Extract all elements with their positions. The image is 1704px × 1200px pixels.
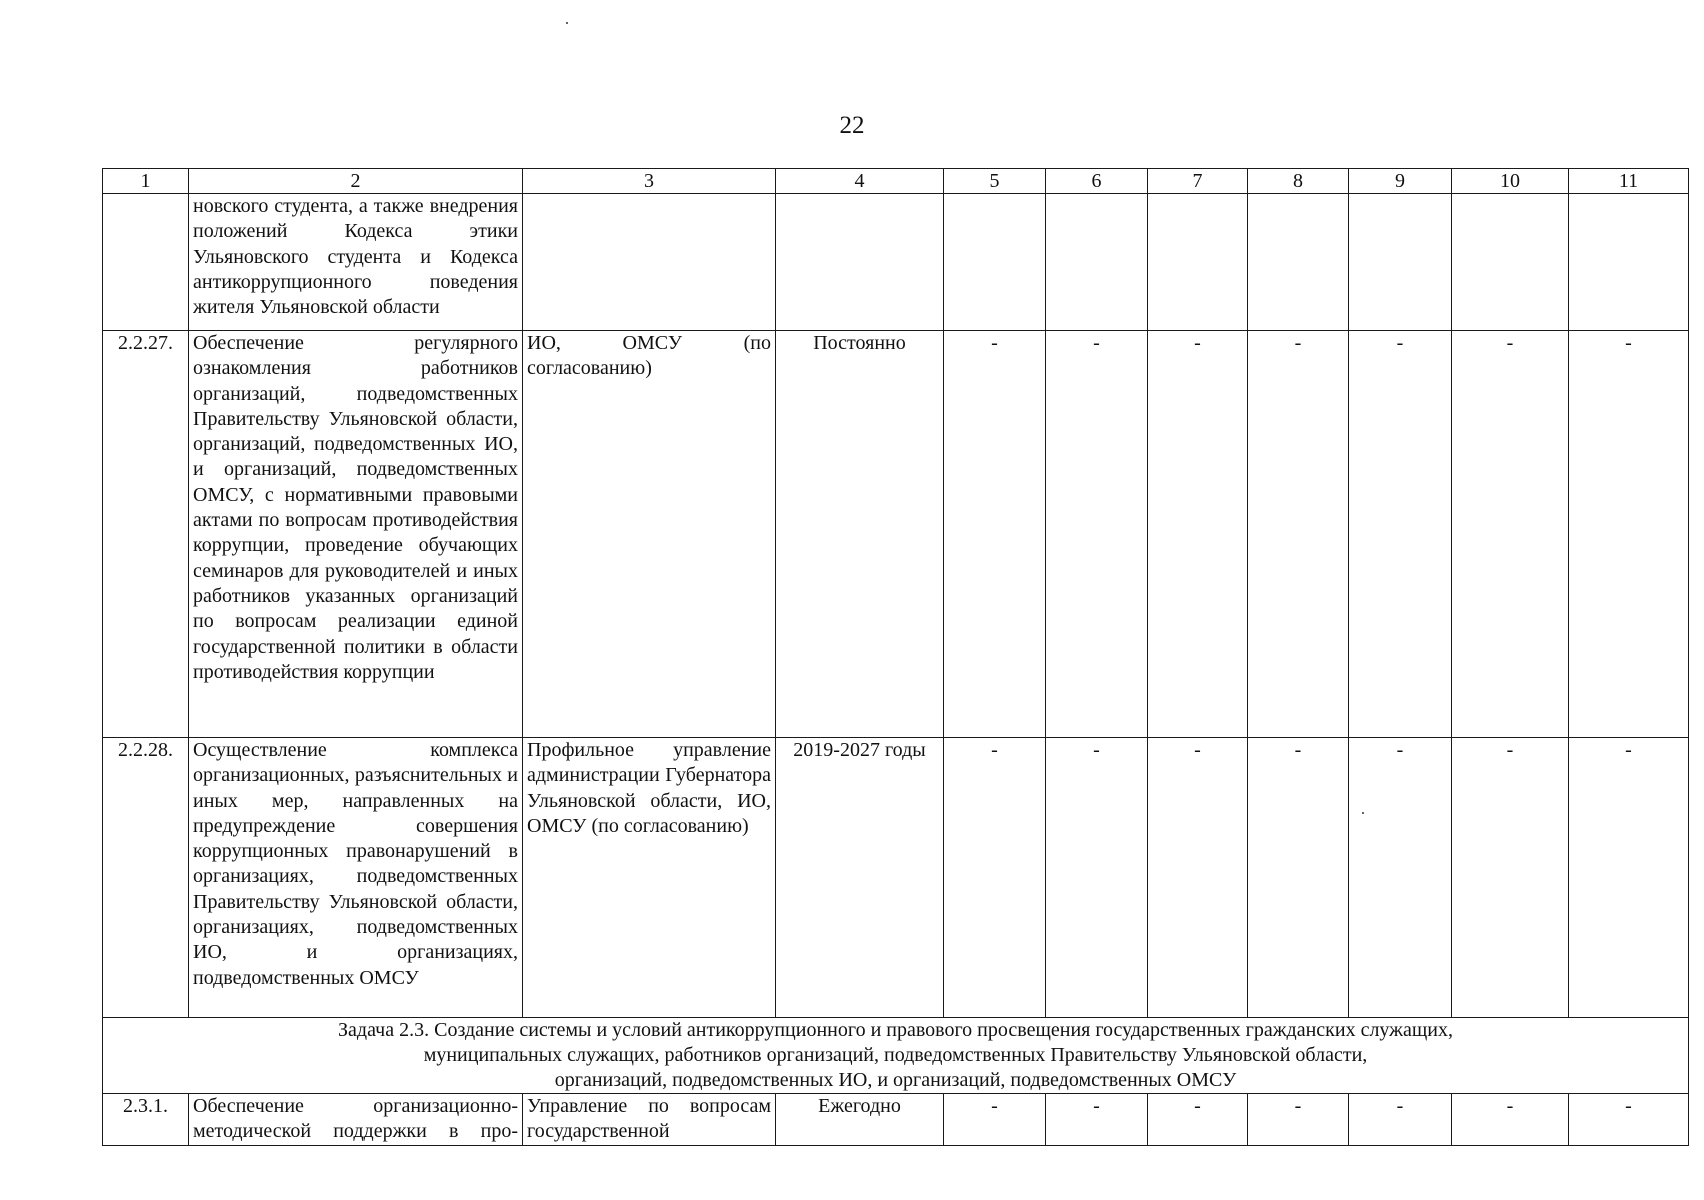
cell-term bbox=[776, 194, 944, 331]
cell-value: - bbox=[1046, 738, 1148, 1018]
cell-term: Постоянно bbox=[776, 331, 944, 738]
program-table bbox=[102, 168, 1689, 1146]
cell-num: 2.2.27. bbox=[103, 331, 189, 738]
cell-value: - bbox=[1569, 331, 1689, 738]
cell-value bbox=[1248, 194, 1349, 331]
cell-num: 2.3.1. bbox=[103, 1094, 189, 1146]
cell-value: - bbox=[1452, 1094, 1569, 1146]
cell-value: - bbox=[1452, 738, 1569, 1018]
cell-value: - bbox=[1569, 1094, 1689, 1146]
cell-value: - bbox=[1349, 738, 1452, 1018]
header-col-7: 7 bbox=[1148, 169, 1248, 194]
cell-executor: ИО, ОМСУ (по согласованию) bbox=[523, 331, 776, 738]
table-row-2-3-1 bbox=[103, 1094, 1689, 1146]
header-col-4: 4 bbox=[776, 169, 944, 194]
cell-value: - bbox=[1046, 331, 1148, 738]
cell-executor bbox=[523, 194, 776, 331]
task-heading bbox=[103, 1018, 1689, 1094]
cell-value: - bbox=[1148, 331, 1248, 738]
cell-value: - bbox=[1148, 738, 1248, 1018]
header-col-1: 1 bbox=[103, 169, 189, 194]
header-col-3: 3 bbox=[523, 169, 776, 194]
cell-value: - bbox=[944, 331, 1046, 738]
header-col-2: 2 bbox=[189, 169, 523, 194]
table-row-2-2-28 bbox=[103, 738, 1689, 1018]
cell-value bbox=[1148, 194, 1248, 331]
cell-value: - bbox=[1569, 738, 1689, 1018]
header-col-11: 11 bbox=[1569, 169, 1689, 194]
page-number: 22 bbox=[839, 112, 865, 139]
cell-term: Ежегодно bbox=[776, 1094, 944, 1146]
cell-value bbox=[944, 194, 1046, 331]
table-row-2-2-27 bbox=[103, 331, 1689, 738]
task-heading-row bbox=[103, 1018, 1689, 1094]
header-col-5: 5 bbox=[944, 169, 1046, 194]
cell-value bbox=[1452, 194, 1569, 331]
cell-value bbox=[1569, 194, 1689, 331]
cell-value: - bbox=[944, 738, 1046, 1018]
cell-value: - bbox=[1046, 1094, 1148, 1146]
cell-value: - bbox=[1349, 1094, 1452, 1146]
table-row-continuation bbox=[103, 194, 1689, 331]
header-col-8: 8 bbox=[1248, 169, 1349, 194]
cell-value bbox=[1349, 194, 1452, 331]
cell-value: - bbox=[1148, 1094, 1248, 1146]
cell-num: 2.2.28. bbox=[103, 738, 189, 1018]
header-col-10: 10 bbox=[1452, 169, 1569, 194]
task-heading-line-3: организаций, подведомственных ИО, и организаций, подведомственных ОМСУ bbox=[554, 1069, 1237, 1091]
scan-speck bbox=[566, 22, 568, 24]
task-heading-line-1: Задача 2.3. Создание системы и условий антикоррупционного и правового просвещения государственных гражданских служащих, bbox=[338, 1019, 1453, 1041]
scan-speck bbox=[1362, 812, 1364, 814]
cell-num bbox=[103, 194, 189, 331]
cell-description: Обеспечение организационно-методической поддержки в про- bbox=[189, 1094, 523, 1146]
header-col-6: 6 bbox=[1046, 169, 1148, 194]
cell-term: 2019-2027 годы bbox=[776, 738, 944, 1018]
cell-description: новского студента, а также внедрения положений Кодекса этики Ульяновского студента и Кодекса антикоррупционного поведения жителя Ульяновской области bbox=[189, 194, 523, 331]
cell-executor: Управление по вопросам государственной bbox=[523, 1094, 776, 1146]
header-col-9: 9 bbox=[1349, 169, 1452, 194]
cell-value: - bbox=[1248, 331, 1349, 738]
cell-executor: Профильное управление администрации Губернатора Ульяновской области, ИО, ОМСУ (по согласованию) bbox=[523, 738, 776, 1018]
cell-value: - bbox=[1349, 331, 1452, 738]
task-heading-line-2: муниципальных служащих, работников организаций, подведомственных Правительству Ульяновской области, bbox=[423, 1044, 1368, 1066]
cell-description: Осуществление комплекса организационных, разъяснительных и иных мер, направленных на предупреждение совершения коррупционных правонарушений в организациях, подведомственных Правительству Ульяновской области, организациях, подведомственных ИО, и организациях, подведомственных ОМСУ bbox=[189, 738, 523, 1018]
cell-value: - bbox=[1248, 1094, 1349, 1146]
table-header-row bbox=[103, 169, 1689, 194]
cell-value: - bbox=[1452, 331, 1569, 738]
cell-description: Обеспечение регулярного ознакомления работников организаций, подведомственных Правительству Ульяновской области, организаций, подведомственных ИО, и организаций, подведомственных ОМСУ, с нормативными правовыми актами по вопросам противодействия коррупции, проведение обучающих семинаров для руководителей и иных работников указанных организаций по вопросам реализации единой государственной политики в области противодействия коррупции bbox=[189, 331, 523, 738]
cell-value: - bbox=[1248, 738, 1349, 1018]
cell-value bbox=[1046, 194, 1148, 331]
cell-value: - bbox=[944, 1094, 1046, 1146]
